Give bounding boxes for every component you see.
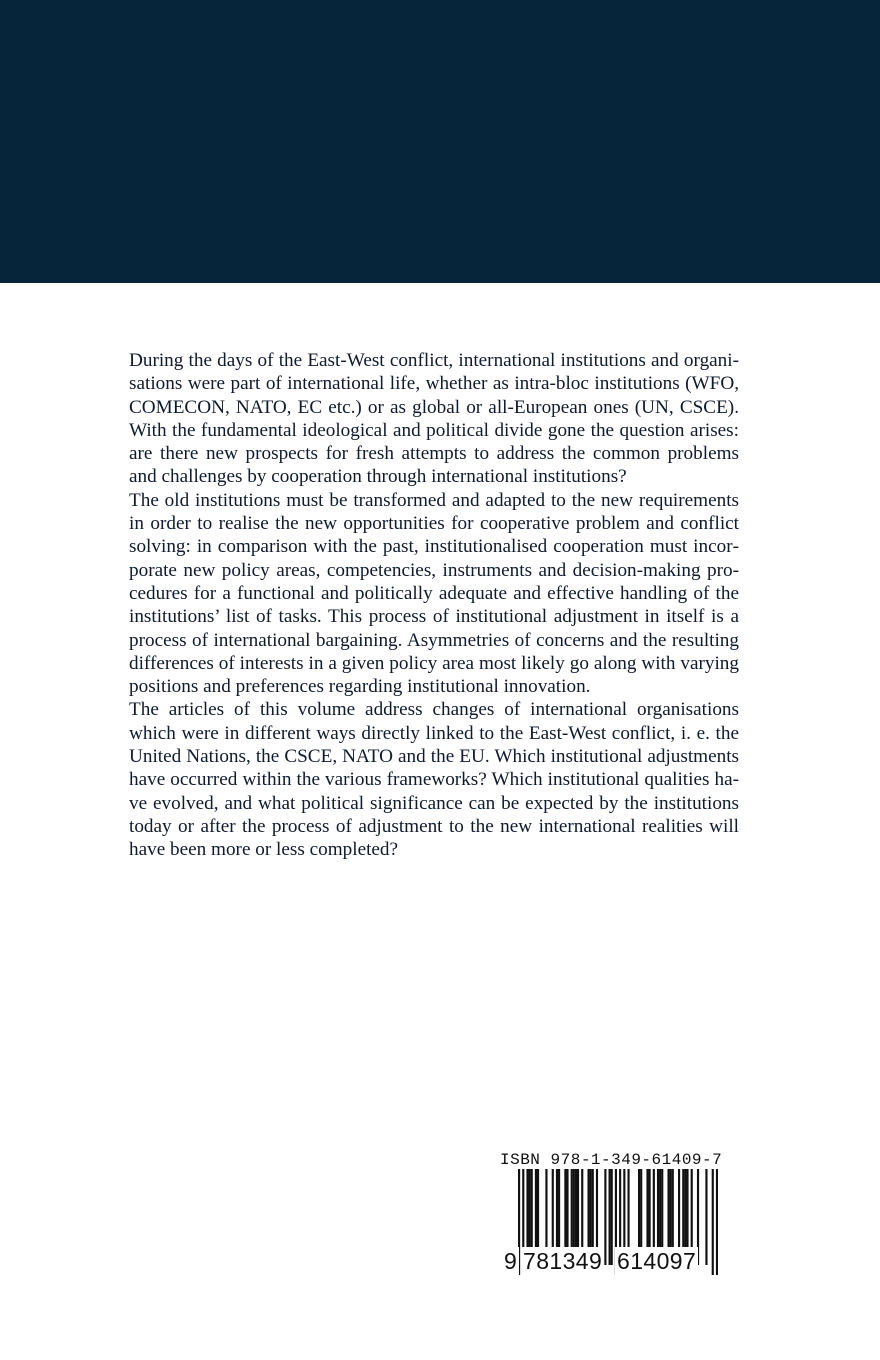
barcode-digit-first: 9 xyxy=(504,1248,517,1274)
barcode-bar xyxy=(609,1169,611,1265)
blurb-paragraph-1: During the days of the East-West conflict, international institutions and organisations were part of international life, whether as intra-bloc institutions (WFO, COMECON, NATO, EC etc.) or as global or all-European ones (UN, CSCE). With the fundamental ideological and political divide gone the question arises: are there new prospects for fresh attempts to address the common problems and challenges by cooperation through international institutions? xyxy=(129,350,739,488)
blurb-paragraph-3: The articles of this volume address changes of international organisations which were in different ways directly linked to the East-West conflict, i. e. the United Nations, the CSCE, NATO and the EU. Which institutional adjustments have occurred within the various frameworks? Which institutional qualities have evolved, and what political significance can be expected by the institutions today or after the process of adjustment to the new international realities will have been more or less completed? xyxy=(129,699,739,861)
barcode-bar xyxy=(705,1169,707,1265)
isbn-label: ISBN 978-1-349-61409-7 xyxy=(500,1151,723,1169)
barcode-bar xyxy=(604,1169,606,1265)
barcode-bar xyxy=(712,1169,714,1275)
blurb-paragraph-2: The old institutions must be transformed and adapted to the new requirements in order to realise the new opportunities for cooperative problem and conflict solving: in comparison with the past, institutionalised cooperation must incorporate new policy areas, competencies, instruments and decision-making procedures for a functional and politically adequate and effective handling of the institutions’ list of tasks. This process of institutional adjustment in itself is a process of international bargaining. Asymmetries of concerns and the resulting differences of interests in a given policy area most likely go along with varying positions and preferences regarding institutional innovation. xyxy=(129,489,739,698)
barcode-bar xyxy=(716,1169,718,1275)
barcode-digits-right: 614097 xyxy=(617,1248,697,1274)
isbn-barcode xyxy=(498,1151,748,1281)
back-cover-blurb xyxy=(129,349,739,862)
barcode-bar xyxy=(611,1169,613,1265)
cover-color-band xyxy=(0,0,880,283)
barcode-digits-left: 781349 xyxy=(523,1248,603,1274)
